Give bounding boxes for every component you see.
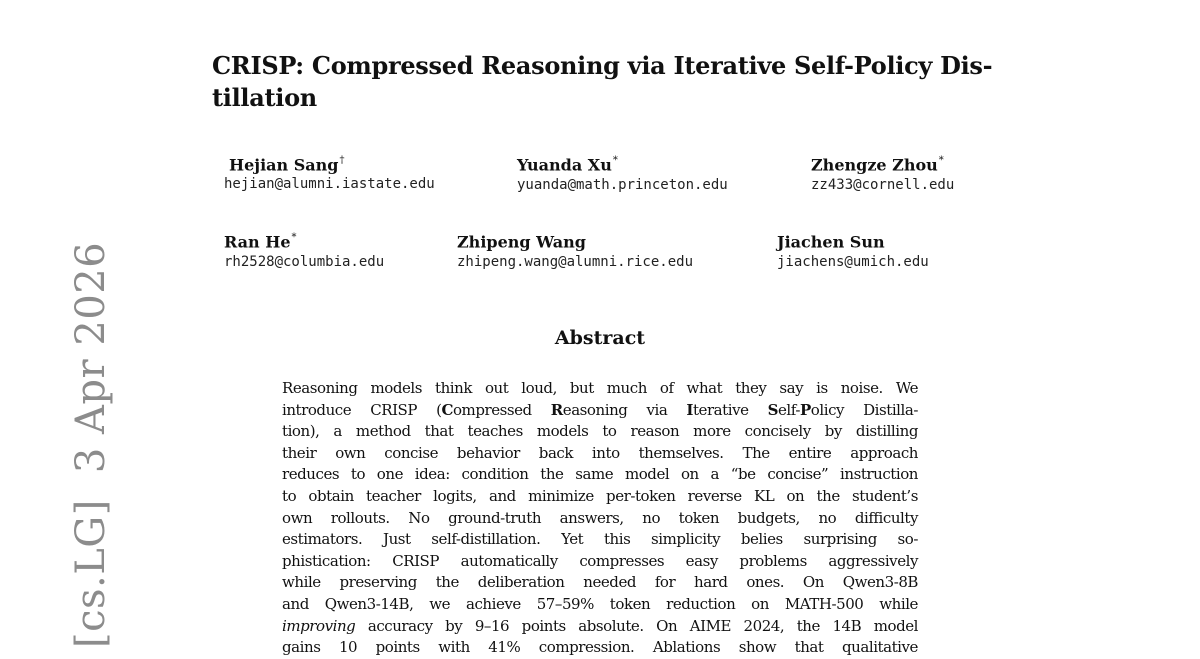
author-block: [457, 229, 693, 271]
author-block: [224, 229, 384, 271]
author-email: rh2528@columbia.edu: [224, 254, 385, 271]
abstract-line: and Qwen3-14B, we achieve 57–59% token reduction on MATH-500 while: [282, 594, 918, 613]
abstract-line: Reasoning models think out loud, but much of what they say is noise. We: [282, 379, 918, 397]
author-name: Yuanda Xu*: [517, 155, 618, 175]
abstract-line: reduces to one idea: condition the same model on a “be concise” instruction: [282, 465, 918, 484]
abstract-line: tion), a method that teaches models to reason more concisely by distilling: [282, 422, 918, 441]
affiliation-mark: *: [938, 155, 944, 166]
abstract-line: phistication: CRISP automatically compresses easy problems aggressively: [282, 551, 918, 570]
author-email: zhipeng.wang@alumni.rice.edu: [457, 254, 694, 271]
abstract-line: while preserving the deliberation needed for hard ones. On Qwen3-8B: [282, 573, 918, 592]
author-name: Ran He*: [224, 232, 297, 252]
abstract-line: their own concise behavior back into themselves. The entire approach: [282, 443, 918, 462]
author-name: Jiachen Sun: [777, 232, 885, 252]
abstract-line: gains 10 points with 41% compression. Ablations show that qualitative: [282, 638, 918, 657]
author-name: Zhipeng Wang: [457, 232, 586, 252]
author-block: [777, 229, 929, 271]
author-email: jiachens@umich.edu: [777, 254, 929, 271]
affiliation-mark: †: [339, 155, 345, 166]
abstract-line: introduce CRISP (Compressed Reasoning via Iterative Self-Policy Distilla-: [282, 400, 918, 419]
abstract-line: own rollouts. No ground-truth answers, no token budgets, no difficulty: [282, 508, 918, 527]
author-email: yuanda@math.princeton.edu: [517, 177, 728, 194]
author-name: Zhengze Zhou*: [811, 155, 944, 175]
affiliation-mark: *: [291, 232, 297, 243]
abstract-line: improving accuracy by 9–16 points absolute. On AIME 2024, the 14B model: [282, 616, 918, 635]
arxiv-category: [cs.LG]: [68, 499, 114, 648]
author-block: [517, 152, 728, 194]
arxiv-date: 3 Apr 2026: [68, 241, 114, 474]
author-block: [229, 152, 344, 175]
author-name: Hejian Sang†: [229, 155, 345, 175]
paper-title-line-2: tillation: [212, 83, 317, 112]
arxiv-identifier: [68, 242, 114, 648]
affiliation-mark: *: [612, 155, 618, 166]
abstract-line: estimators. Just self-distillation. Yet this simplicity belies surprising so-: [282, 530, 918, 549]
abstract-body: [282, 378, 918, 659]
paper-title: [212, 50, 1012, 114]
author-block: [811, 152, 954, 194]
paper-title-line-1: CRISP: Compressed Reasoning via Iterative Self-Policy Dis-: [212, 51, 993, 80]
abstract-heading: Abstract: [554, 327, 646, 349]
author-email: zz433@cornell.edu: [811, 177, 955, 194]
abstract-line: to obtain teacher logits, and minimize per-token reverse KL on the student’s: [282, 486, 918, 505]
author-email: hejian@alumni.iastate.edu: [224, 176, 435, 192]
author-email-block: [224, 174, 435, 193]
